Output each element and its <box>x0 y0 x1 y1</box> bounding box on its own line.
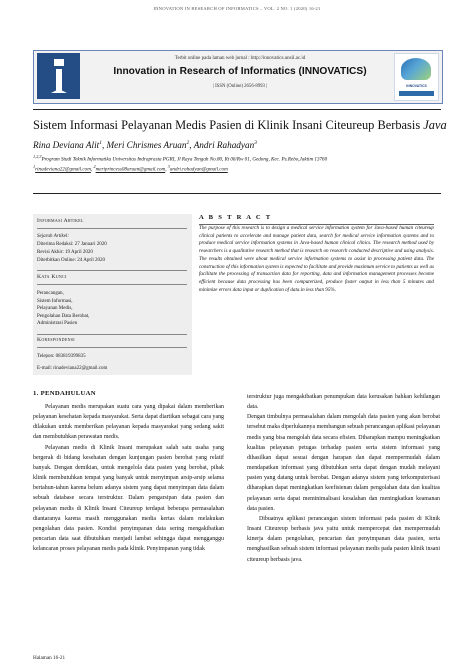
keywords-heading: Kata Kunci <box>37 274 67 280</box>
history-label: Sejarah Artikel: <box>37 234 69 239</box>
info-divider <box>37 347 187 348</box>
author-emails: $^1$rinadeviana22@gmail.com, $^2$meriprincess08aruan@gmail.com, $^3$andri.rahadyan@gmail.com <box>33 164 228 173</box>
innovatics-logo-text: INNOVATICS <box>406 84 427 88</box>
info-divider <box>37 334 187 335</box>
author-name: Meri Chrismes Aruan <box>106 140 187 151</box>
journal-issn: | ISSN (Online) 2656-8993 | <box>212 84 268 89</box>
info-divider <box>37 270 187 271</box>
correspondence-heading: Korespondensi <box>37 337 75 343</box>
affiliation: $^{1,2,3}$Program Studi Teknik Informatika Universitas Indraprasta PGRI, Jl Raya Tengah No.80, Rt 06/Rw 01, Gedong, Kec. Ps.Rebo,Jaktim 13760 <box>33 154 328 163</box>
journal-logo-icon <box>37 53 80 99</box>
published-date: Diterbitkan Online: 24 April 2020 <box>37 258 106 263</box>
body-column-left <box>33 402 224 554</box>
article-info-heading: Informasi Artikel <box>37 218 84 224</box>
paper-title: Sistem Informasi Pelayanan Medis Pasien di Klinik Insani Citeureup Berbasis Java <box>33 118 447 132</box>
author-name: Rina Deviana Alit <box>33 140 100 151</box>
page-footer: Halaman 16-21 <box>33 655 66 661</box>
journal-title: Innovation in Research of Informatics (INNOVATICS) <box>113 66 367 77</box>
info-divider <box>37 284 187 285</box>
banner-divider <box>33 109 441 110</box>
innovatics-logo-icon <box>394 53 439 101</box>
abstract-box <box>199 225 434 375</box>
body-column-right <box>247 392 440 565</box>
body-paragraph: Pelayanan medis di Klinik Insani merupakan salah satu usaha yang bergerak di bidang kesehatan dengan kunjungan pasien berobat yang relatif banyak. Dengan demikian, untuk mengelola data pasien yang berobat, pihak klinik membutuhkan tempat yang banyak untuk menyimpan arsip-arsip selama bertahun-tahun karena belum adanya sistem yang dapat menyimpan data dalam sebuah database secara terstruktur. Dalam pengarsipan data pasien dan pelayanan medis di Klinik Insani Citeureup terdapat beberapa permasalahan diantaranya karena masih menggunakan media kertas dalam melakukan pengolahan data pasien. Kondisi penyimpanan data sering mengakibatkan pencarian data saat dibutuhkan menjadi lambat sehingga dapat mengganggu kelancaran proses pelayanan medis pada klinik. Penyimpanan yang tidak <box>33 444 224 553</box>
keyword: Sistem Informasi, <box>37 298 73 304</box>
abstract-heading: A B S T R A C T <box>199 214 272 221</box>
body-paragraph: Dengan timbulnya permasalahan dalam mengolah data pasien yang akan berobat tersebut maka diperlukannya membangun sebuah perancangan aplikasi pelayanan medis yang bisa mengolah data secara efisien. Diharapkan mampu meningkatkan kualitas pelayanan petugas terhadap pasien serta sistem informasi yang dihasilkan dapat sesuai dengan harapan dan dapat mempermudah dalam mendapatkan informasi yang dibutuhkan serta dapat dengan mudah melayani pasien yang datang untuk berobat. Dengan adanya sistem yang terkomputerisasi diharapkan dapat meningkatkan keefisienan dalam pengolahan data dan kualitas pelayanan serta dapat meminimalisasi kesalahan dan meningkatkan keamanan data pasien. <box>247 414 440 512</box>
keyword: Perancangan, <box>37 291 64 296</box>
header-divider <box>33 193 441 194</box>
received-date: Diterima Redaksi: 27 Januari 2020 <box>37 242 107 247</box>
paper-title-italic: Java <box>423 118 447 132</box>
email-link[interactable]: rinadeviana22@gmail.com <box>35 166 91 173</box>
body-paragraph: Dibuatnya aplikasi perancangan sistem informasi pada pasien di Klinik Insani Citeureup berbasis java yaitu untuk mempercepat dan mempermudah kinerja dalam pengolahan, pencarian dan penyimpanan data pasien, serta menghasilkan sebuah sistem informasi pelayanan medis pada pasien klinik insani citeureup berbasis java. <box>247 515 440 563</box>
revised-date: Revisi Akhir: 19 April 2020 <box>37 250 93 255</box>
keywords-list <box>37 290 89 328</box>
correspondence-email[interactable]: E-mail: rinadeviana22@gmail.com <box>37 366 108 371</box>
author-list: Rina Deviana Alit$^1$, Meri Chrismes Aruan$^2$, Andri Rahadyan$^3$ <box>33 140 257 151</box>
section-heading: 1. PENDAHULUAN <box>33 390 96 397</box>
body-paragraph: terstruktur juga mengakibatkan penumpukan data kerusakan bahkan kehilangan data. <box>247 394 440 411</box>
keyword: Pelayanan Medis, <box>37 306 73 312</box>
email-link[interactable]: andri.rahadyan@gmail.com <box>169 166 228 173</box>
keyword: Administrasi Pasien <box>37 321 78 327</box>
abstract-text: The purpose of this research is to design a medical service information system for Java-based human citeureup clinical patients to accelerate and manage patient data, search for medical service information systems and to produce medical service information systems in Java-based human clinical clinics. The research method used by researchers is a qualitative research method that is research on research conducted descriptive and using analysis. The results obtained were about medical service information systems to assist in processing patient data. The construction of this information system is expected to facilitate and provide maximum service to patients as well as facilitate the processing of transaction data for reporting, data and information management processes become efficient because data processing has been computerized, produce faster output in less than 5 minutes and minimize errors data input or duplication of data.in less than 95%. <box>199 225 434 293</box>
phone-number: Telepon: 083819399835 <box>37 354 86 359</box>
body-paragraph: Pelayanan medis merupakan suatu cara yang dipakai dalam memberikan pelayanan kesehatan kepada masyarakat. Serta dapat diartikan sebagai cara yang dilakukan untuk memberikan pelayanan kepada masyarakat yang sedang sakit dan membutuhkan perawatan medis. <box>33 404 224 441</box>
keyword: Pengolahan Data Berobat, <box>37 313 90 319</box>
email-link[interactable]: meriprincess08aruan@gmail.com <box>95 166 166 173</box>
journal-url-line[interactable]: Terbit online pada laman web jurnal : http://innovatics.unsil.ac.id <box>174 56 306 61</box>
author-name: Andri Rahadyan <box>193 140 255 151</box>
info-divider <box>37 228 187 229</box>
running-head: INNOVATION IN RESEARCH OF INFORMATICS – VOL. 2 NO. 1 (2020) 16-21 <box>153 6 321 11</box>
